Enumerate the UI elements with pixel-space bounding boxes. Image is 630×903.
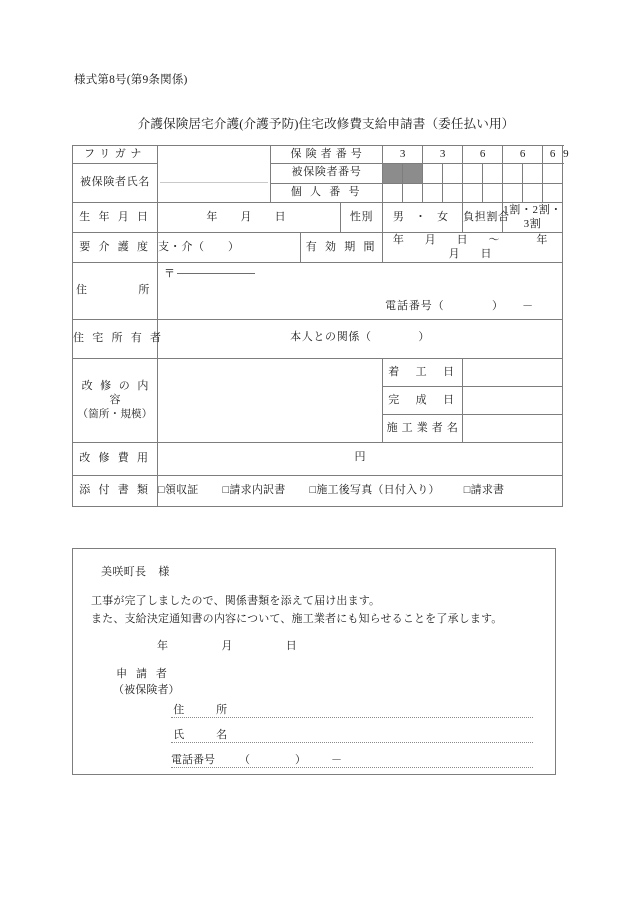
applicant-name-row[interactable]	[171, 720, 533, 745]
cost-cell[interactable]	[158, 443, 563, 476]
dob-value[interactable]: 年 月 日	[158, 203, 341, 233]
table-row-house-owner	[73, 320, 563, 359]
renovation-label-line1: 改 修 の 内 容	[81, 380, 151, 406]
care-level-label: 要 介 護 度	[73, 233, 158, 263]
personal-digit-2[interactable]	[423, 183, 443, 203]
applicant-address-label: 住 所	[171, 701, 241, 717]
applicant-address-underline	[171, 717, 533, 718]
burden-ratio-label: 負担割合	[463, 203, 503, 233]
insurer-digit-1[interactable]: 3	[423, 146, 463, 164]
applicant-tel-row[interactable]	[171, 745, 533, 770]
insured-digit-1[interactable]	[443, 164, 463, 184]
complete-date-label: 完 成 日	[383, 387, 463, 415]
applicant-fields	[171, 695, 533, 770]
table-row-dob	[73, 203, 563, 233]
addressee	[101, 563, 170, 579]
insured-digit-shade-1	[403, 164, 423, 184]
applicant-name-underline	[171, 742, 533, 743]
sex-label: 性別	[341, 203, 383, 233]
insurer-digit-2[interactable]: 6	[463, 146, 503, 164]
insured-digit-2[interactable]	[463, 164, 483, 184]
contractor-value[interactable]	[463, 415, 563, 443]
declaration-box	[72, 548, 556, 775]
personal-digit-0[interactable]	[383, 183, 403, 203]
address-label: 住 所	[73, 263, 158, 320]
postal-mark: 〒	[164, 268, 175, 280]
table-row-address	[73, 263, 563, 320]
applicant-name-label: 氏 名	[171, 726, 241, 742]
attachments-cell	[158, 476, 563, 507]
table-row-attachments	[73, 476, 563, 507]
renovation-label-line2: （箇所・規模）	[77, 408, 153, 420]
applicant-tel-paren-close: ）	[293, 751, 308, 767]
form-number: 様式第8号(第9条関係)	[74, 74, 188, 86]
dob-label: 生 年 月 日	[73, 203, 158, 233]
applicant-address-row[interactable]	[171, 695, 533, 720]
checkbox-receipt[interactable]: □領収証	[158, 484, 199, 497]
insured-digit-3[interactable]	[483, 164, 503, 184]
addressee-name: 美咲町長	[101, 566, 147, 578]
checkbox-invoice-breakdown[interactable]: □請求内訳書	[222, 484, 286, 497]
cost-label: 改 修 費 用	[73, 443, 158, 476]
declaration-body	[91, 593, 502, 629]
applicant-tel-dash: －	[329, 751, 344, 767]
care-level-value[interactable]: 支・介（ ）	[158, 233, 301, 263]
addressee-honorific: 様	[158, 566, 170, 578]
applicant-tel-underline	[171, 767, 533, 768]
personal-digit-8[interactable]	[543, 183, 563, 203]
application-form-table	[72, 145, 569, 507]
personal-digit-3[interactable]	[443, 183, 463, 203]
postal-code-input[interactable]	[177, 273, 255, 274]
house-owner-cell[interactable]	[158, 320, 563, 359]
insured-digit-shade-0	[383, 164, 403, 184]
renovation-content-input[interactable]	[158, 359, 383, 443]
contractor-label: 施 工 業 者 名	[383, 415, 463, 443]
personal-digit-1[interactable]	[403, 183, 423, 203]
insurer-digit-0[interactable]: 3	[383, 146, 423, 164]
table-row-insured-number	[73, 164, 563, 184]
insured-name-input[interactable]	[158, 146, 271, 203]
insured-number-label: 被保険者番号	[271, 164, 383, 184]
complete-date-value[interactable]	[463, 387, 563, 415]
insured-digit-4[interactable]	[503, 164, 523, 184]
insured-digit-5[interactable]	[523, 164, 543, 184]
document-title: 介護保険居宅介護(介護予防)住宅改修費支給申請書（委任払い用）	[137, 117, 515, 131]
table-row-furigana: フリガナ 保 険 者 番 号 3 3 6 6 6 9	[73, 146, 563, 164]
personal-digit-7[interactable]	[523, 183, 543, 203]
personal-digit-6[interactable]	[503, 183, 523, 203]
attachments-label: 添 付 書 類	[73, 476, 158, 507]
applicant-label: 申 請 者	[116, 668, 170, 680]
applicant-tel-paren-open: （	[237, 751, 252, 767]
address-cell[interactable]	[158, 263, 563, 320]
insurer-digit-4[interactable]: 6	[543, 146, 563, 164]
table-row-care-level	[73, 233, 563, 263]
applicant-heading	[113, 667, 180, 699]
house-owner-label: 住 宅 所 有 者	[73, 320, 158, 359]
table-row-cost	[73, 443, 563, 476]
personal-digit-4[interactable]	[463, 183, 483, 203]
insured-name-label: 被保険者氏名	[73, 164, 158, 203]
insurer-number-label: 保 険 者 番 号	[271, 146, 383, 164]
start-date-value[interactable]	[463, 359, 563, 387]
personal-digit-5[interactable]	[483, 183, 503, 203]
insured-digit-6[interactable]	[543, 164, 563, 184]
burden-ratio-value[interactable]: 1割・2割・3割	[503, 203, 563, 233]
declaration-body-line1: 工事が完了しましたので、関係書類を添えて届け出ます。	[91, 595, 381, 607]
cost-unit-yen: 円	[354, 451, 366, 463]
personal-number-label: 個 人 番 号	[271, 183, 383, 203]
start-date-label: 着 工 日	[383, 359, 463, 387]
applicant-sublabel: （被保険者）	[113, 683, 180, 696]
insured-digit-0[interactable]	[423, 164, 443, 184]
renovation-content-label	[73, 359, 158, 443]
declaration-date-line[interactable]: 年 月 日	[157, 640, 308, 652]
owner-relation-field[interactable]: 本人との関係（ ）	[290, 331, 430, 343]
checkbox-invoice[interactable]: □請求書	[463, 484, 505, 497]
checkbox-after-photo[interactable]: □施工後写真（日付入り）	[309, 484, 440, 497]
postal-code-field[interactable]	[164, 268, 255, 282]
table-row-start-date	[73, 359, 563, 387]
furigana-label: フリガナ	[73, 146, 158, 164]
furigana-input[interactable]	[158, 166, 270, 183]
declaration-body-line2: また、支給決定通知書の内容について、施工業者にも知らせることを了承します。	[91, 612, 503, 625]
insurer-digit-3[interactable]: 6	[503, 146, 543, 164]
address-telephone-label[interactable]: 電話番号（ ） －	[385, 300, 535, 313]
valid-period-value[interactable]: 年 月 日 ～ 年 月 日	[383, 233, 563, 263]
sex-value[interactable]: 男 ・ 女	[383, 203, 463, 233]
applicant-tel-label: 電話番号	[171, 751, 218, 767]
valid-period-label: 有 効 期 間	[301, 233, 383, 263]
